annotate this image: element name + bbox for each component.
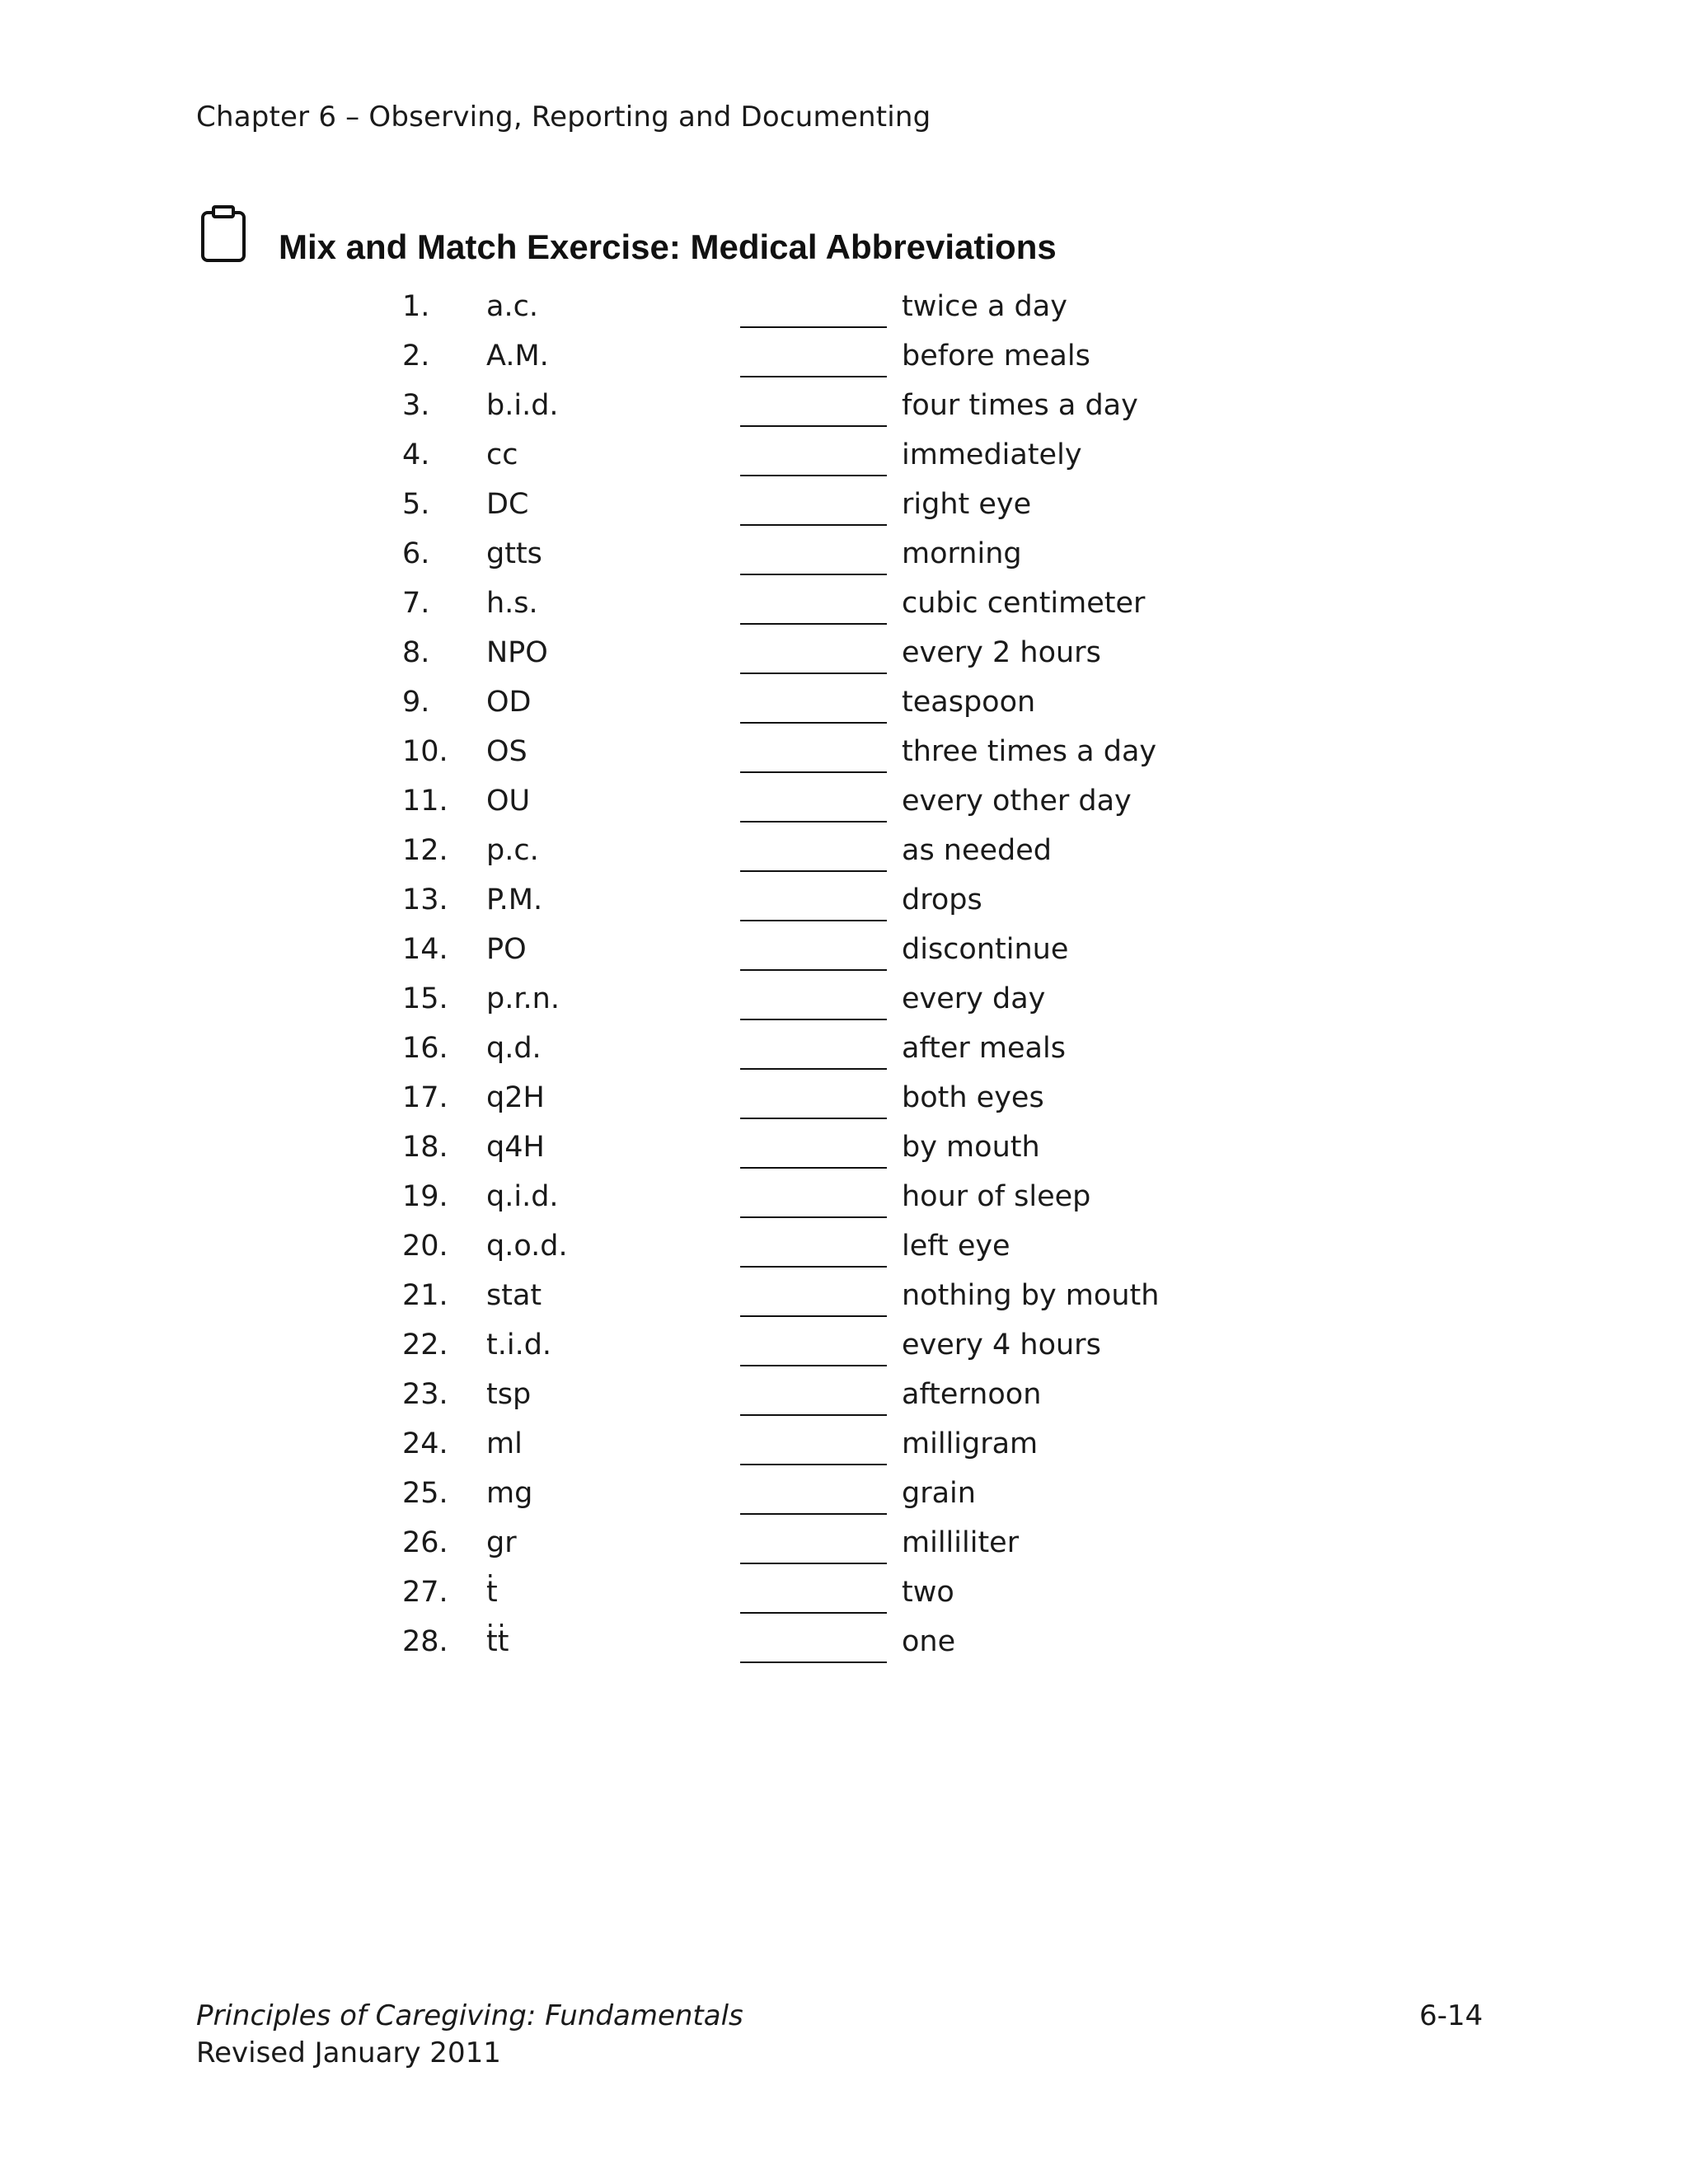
list-item bbox=[0, 977, 1688, 1027]
list-item bbox=[0, 1126, 1688, 1175]
list-item bbox=[0, 879, 1688, 928]
list-item bbox=[0, 285, 1688, 335]
list-item bbox=[0, 780, 1688, 829]
item-number: 14. bbox=[402, 933, 448, 966]
meaning: both eyes bbox=[902, 1081, 1044, 1114]
abbreviation: q.d. bbox=[486, 1032, 542, 1065]
meaning: morning bbox=[902, 537, 1022, 570]
answer-blank[interactable] bbox=[740, 771, 887, 773]
abbreviation: ṫṫ bbox=[486, 1625, 509, 1658]
item-number: 17. bbox=[402, 1081, 448, 1114]
meaning: every 2 hours bbox=[902, 636, 1101, 669]
item-number: 8. bbox=[402, 636, 430, 669]
answer-blank[interactable] bbox=[740, 1315, 887, 1317]
abbreviation-list bbox=[0, 285, 1688, 1670]
answer-blank[interactable] bbox=[740, 425, 887, 427]
answer-blank[interactable] bbox=[740, 1513, 887, 1515]
item-number: 19. bbox=[402, 1180, 448, 1213]
abbreviation: NPO bbox=[486, 636, 548, 669]
item-number: 27. bbox=[402, 1576, 448, 1609]
item-number: 5. bbox=[402, 488, 430, 521]
item-number: 3. bbox=[402, 389, 430, 422]
list-item bbox=[0, 384, 1688, 434]
meaning: by mouth bbox=[902, 1131, 1040, 1164]
answer-blank[interactable] bbox=[740, 524, 887, 526]
item-number: 22. bbox=[402, 1329, 448, 1361]
answer-blank[interactable] bbox=[740, 1661, 887, 1663]
abbreviation: OD bbox=[486, 686, 532, 719]
list-item bbox=[0, 1422, 1688, 1472]
abbreviation: DC bbox=[486, 488, 529, 521]
abbreviation: P.M. bbox=[486, 883, 543, 916]
list-item bbox=[0, 1521, 1688, 1571]
item-number: 23. bbox=[402, 1378, 448, 1411]
list-item bbox=[0, 1620, 1688, 1670]
answer-blank[interactable] bbox=[740, 1266, 887, 1268]
answer-blank[interactable] bbox=[740, 722, 887, 724]
meaning: drops bbox=[902, 883, 982, 916]
answer-blank[interactable] bbox=[740, 969, 887, 971]
meaning: milliliter bbox=[902, 1526, 1020, 1559]
item-number: 20. bbox=[402, 1230, 448, 1263]
meaning: teaspoon bbox=[902, 686, 1036, 719]
list-item bbox=[0, 1571, 1688, 1620]
item-number: 10. bbox=[402, 735, 448, 768]
meaning: every day bbox=[902, 982, 1046, 1015]
meaning: hour of sleep bbox=[902, 1180, 1091, 1213]
meaning: as needed bbox=[902, 834, 1053, 867]
list-item bbox=[0, 582, 1688, 631]
meaning: two bbox=[902, 1576, 954, 1609]
item-number: 12. bbox=[402, 834, 448, 867]
item-number: 16. bbox=[402, 1032, 448, 1065]
footer-book-title: Principles of Caregiving: Fundamentals bbox=[196, 1999, 743, 2032]
answer-blank[interactable] bbox=[740, 821, 887, 823]
abbreviation: p.r.n. bbox=[486, 982, 560, 1015]
answer-blank[interactable] bbox=[740, 1167, 887, 1169]
item-number: 21. bbox=[402, 1279, 448, 1312]
meaning: cubic centimeter bbox=[902, 587, 1146, 620]
answer-blank[interactable] bbox=[740, 574, 887, 575]
abbreviation: stat bbox=[486, 1279, 542, 1312]
item-number: 6. bbox=[402, 537, 430, 570]
list-item bbox=[0, 1324, 1688, 1373]
abbreviation: q2H bbox=[486, 1081, 545, 1114]
list-item bbox=[0, 1076, 1688, 1126]
list-item bbox=[0, 532, 1688, 582]
meaning: milligram bbox=[902, 1427, 1039, 1460]
meaning: three times a day bbox=[902, 735, 1157, 768]
meaning: before meals bbox=[902, 340, 1090, 373]
answer-blank[interactable] bbox=[740, 326, 887, 328]
abbreviation: gtts bbox=[486, 537, 542, 570]
answer-blank[interactable] bbox=[740, 1464, 887, 1465]
answer-blank[interactable] bbox=[740, 673, 887, 674]
abbreviation: q4H bbox=[486, 1131, 545, 1164]
abbreviation: PO bbox=[486, 933, 527, 966]
list-item bbox=[0, 631, 1688, 681]
meaning: twice a day bbox=[902, 290, 1067, 323]
item-number: 9. bbox=[402, 686, 430, 719]
abbreviation: mg bbox=[486, 1477, 533, 1510]
list-item bbox=[0, 1225, 1688, 1274]
meaning: grain bbox=[902, 1477, 976, 1510]
list-item bbox=[0, 1373, 1688, 1422]
meaning: after meals bbox=[902, 1032, 1066, 1065]
answer-blank[interactable] bbox=[740, 1612, 887, 1614]
answer-blank[interactable] bbox=[740, 920, 887, 921]
list-item bbox=[0, 1274, 1688, 1324]
answer-blank[interactable] bbox=[740, 623, 887, 625]
answer-blank[interactable] bbox=[740, 1068, 887, 1070]
item-number: 13. bbox=[402, 883, 448, 916]
list-item bbox=[0, 1027, 1688, 1076]
abbreviation: A.M. bbox=[486, 340, 549, 373]
abbreviation: cc bbox=[486, 438, 518, 471]
list-item bbox=[0, 1472, 1688, 1521]
answer-blank[interactable] bbox=[740, 1216, 887, 1218]
abbreviation: ṫ bbox=[486, 1576, 498, 1609]
exercise-title: Mix and Match Exercise: Medical Abbreviations bbox=[279, 227, 1057, 266]
meaning: nothing by mouth bbox=[902, 1279, 1160, 1312]
meaning: discontinue bbox=[902, 933, 1069, 966]
abbreviation: OS bbox=[486, 735, 528, 768]
abbreviation: q.i.d. bbox=[486, 1180, 559, 1213]
list-item bbox=[0, 681, 1688, 730]
meaning: right eye bbox=[902, 488, 1032, 521]
abbreviation: q.o.d. bbox=[486, 1230, 568, 1263]
page-number: 6-14 bbox=[1419, 1999, 1484, 2032]
list-item bbox=[0, 483, 1688, 532]
footer-revised-date: Revised January 2011 bbox=[196, 2036, 501, 2069]
item-number: 18. bbox=[402, 1131, 448, 1164]
abbreviation: a.c. bbox=[486, 290, 538, 323]
list-item bbox=[0, 730, 1688, 780]
answer-blank[interactable] bbox=[740, 1365, 887, 1366]
answer-blank[interactable] bbox=[740, 870, 887, 872]
answer-blank[interactable] bbox=[740, 1118, 887, 1119]
item-number: 11. bbox=[402, 785, 448, 818]
answer-blank[interactable] bbox=[740, 1019, 887, 1020]
answer-blank[interactable] bbox=[740, 1414, 887, 1416]
item-number: 1. bbox=[402, 290, 430, 323]
item-number: 26. bbox=[402, 1526, 448, 1559]
answer-blank[interactable] bbox=[740, 376, 887, 377]
item-number: 24. bbox=[402, 1427, 448, 1460]
meaning: every 4 hours bbox=[902, 1329, 1101, 1361]
list-item bbox=[0, 434, 1688, 483]
answer-blank[interactable] bbox=[740, 475, 887, 476]
answer-blank[interactable] bbox=[740, 1563, 887, 1564]
meaning: every other day bbox=[902, 785, 1132, 818]
abbreviation: OU bbox=[486, 785, 531, 818]
item-number: 7. bbox=[402, 587, 430, 620]
abbreviation: tsp bbox=[486, 1378, 532, 1411]
chapter-header: Chapter 6 – Observing, Reporting and Documenting bbox=[196, 101, 931, 134]
list-item bbox=[0, 335, 1688, 384]
abbreviation: gr bbox=[486, 1526, 517, 1559]
abbreviation: p.c. bbox=[486, 834, 539, 867]
item-number: 28. bbox=[402, 1625, 448, 1658]
list-item bbox=[0, 1175, 1688, 1225]
abbreviation: b.i.d. bbox=[486, 389, 559, 422]
item-number: 15. bbox=[402, 982, 448, 1015]
meaning: immediately bbox=[902, 438, 1082, 471]
clipboard-icon bbox=[199, 204, 247, 264]
abbreviation: ml bbox=[486, 1427, 523, 1460]
item-number: 4. bbox=[402, 438, 430, 471]
abbreviation: h.s. bbox=[486, 587, 538, 620]
list-item bbox=[0, 829, 1688, 879]
item-number: 25. bbox=[402, 1477, 448, 1510]
meaning: one bbox=[902, 1625, 956, 1658]
item-number: 2. bbox=[402, 340, 430, 373]
meaning: left eye bbox=[902, 1230, 1010, 1263]
meaning: four times a day bbox=[902, 389, 1138, 422]
abbreviation: t.i.d. bbox=[486, 1329, 552, 1361]
list-item bbox=[0, 928, 1688, 977]
meaning: afternoon bbox=[902, 1378, 1042, 1411]
